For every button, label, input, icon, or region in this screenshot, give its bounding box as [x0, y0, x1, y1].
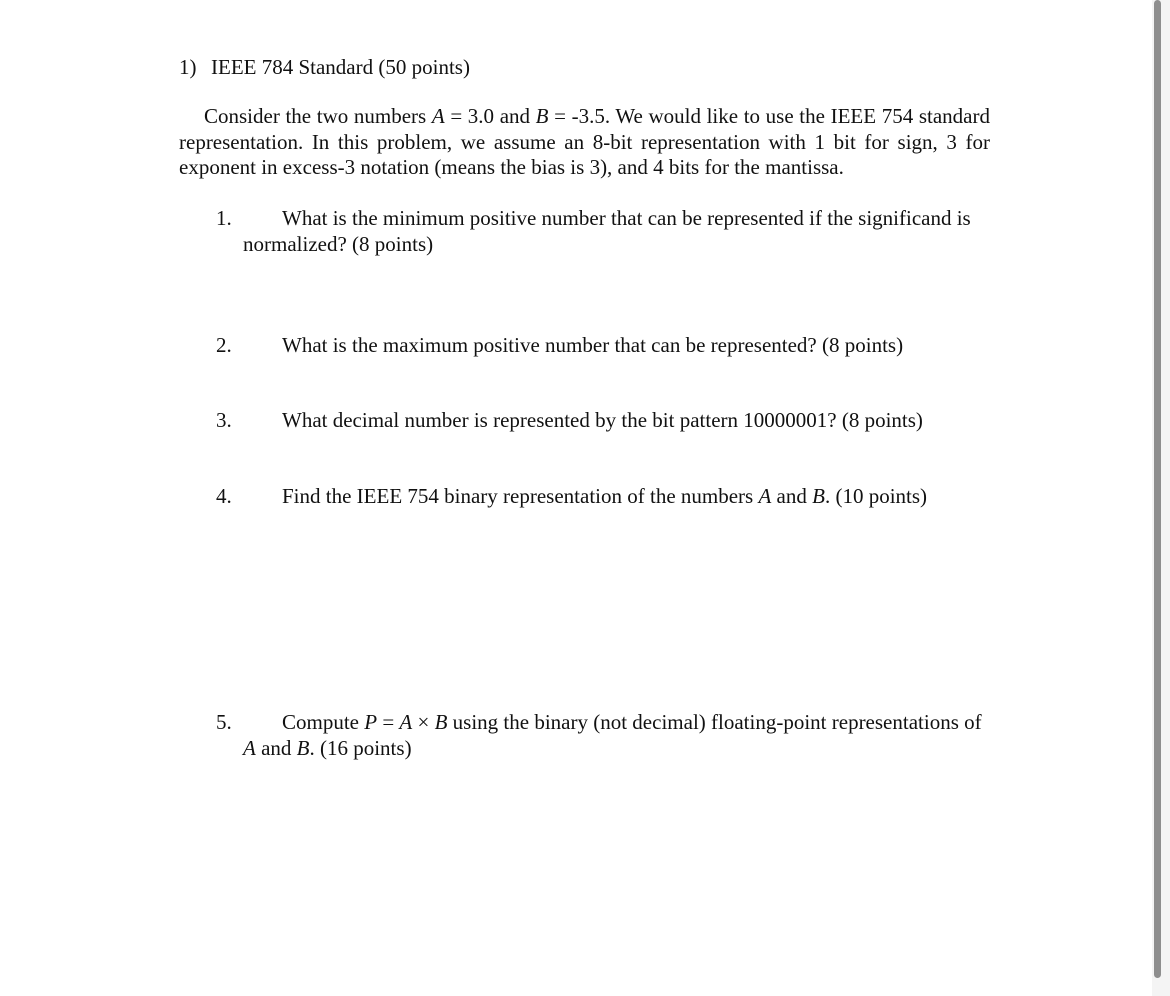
question-4: [216, 484, 990, 510]
variable-b: B: [812, 484, 825, 508]
intro-text: = -3.5. We would like to use the IEEE 754 standard representation. In this problem, we assume an 8-bit representation with 1 bit for sign, 3 for exponent in excess-3 notation (means the bias is 3), and 4 bits for the mantissa.: [179, 104, 990, 179]
question-number: 3.: [216, 408, 232, 432]
question-text: [243, 710, 990, 761]
question-3: [216, 408, 990, 434]
question-text-part: Find the IEEE 754 binary representation of the numbers: [282, 484, 759, 508]
question-text-part: and: [771, 484, 813, 508]
question-text-part: =: [377, 710, 400, 734]
question-text-part: Compute: [282, 710, 365, 734]
question-text: What decimal number is represented by the bit pattern 10000001? (8 points): [282, 408, 923, 432]
intro-text: = 3.0 and: [444, 104, 536, 128]
question-text-part: and: [255, 735, 297, 760]
problem-number: 1): [179, 55, 197, 79]
variable-b: B: [296, 735, 310, 760]
question-text: What is the minimum positive number that can be represented if the significand is normalized? (8 points): [243, 206, 971, 256]
intro-text: Consider the two numbers: [204, 104, 432, 128]
question-text-part: . (10 points): [824, 484, 928, 508]
problem-title: IEEE 784 Standard (50 points): [211, 55, 470, 79]
variable-a: A: [758, 484, 772, 508]
problem-intro: [179, 104, 990, 181]
variable-b: B: [434, 710, 448, 734]
question-text: [243, 484, 990, 510]
variable-b: B: [535, 104, 549, 128]
variable-p: P: [364, 710, 378, 734]
variable-a: A: [243, 735, 256, 760]
question-text-part: . (16 points): [309, 735, 412, 760]
question-5: [216, 710, 990, 761]
question-1: [216, 206, 990, 257]
problem-heading: [179, 54, 470, 80]
question-text-part: ×: [412, 710, 435, 734]
question-text-part: using the binary (not decimal) floating-point representations of: [447, 710, 982, 734]
question-number: 1.: [216, 206, 232, 230]
variable-a: A: [431, 104, 445, 128]
question-2: [216, 333, 990, 359]
variable-a: A: [399, 710, 413, 734]
scrollbar-thumb[interactable]: [1154, 0, 1161, 978]
question-text: What is the maximum positive number that can be represented? (8 points): [282, 333, 904, 357]
question-number: 5.: [216, 710, 232, 734]
question-number: 4.: [216, 484, 232, 508]
question-number: 2.: [216, 333, 232, 357]
